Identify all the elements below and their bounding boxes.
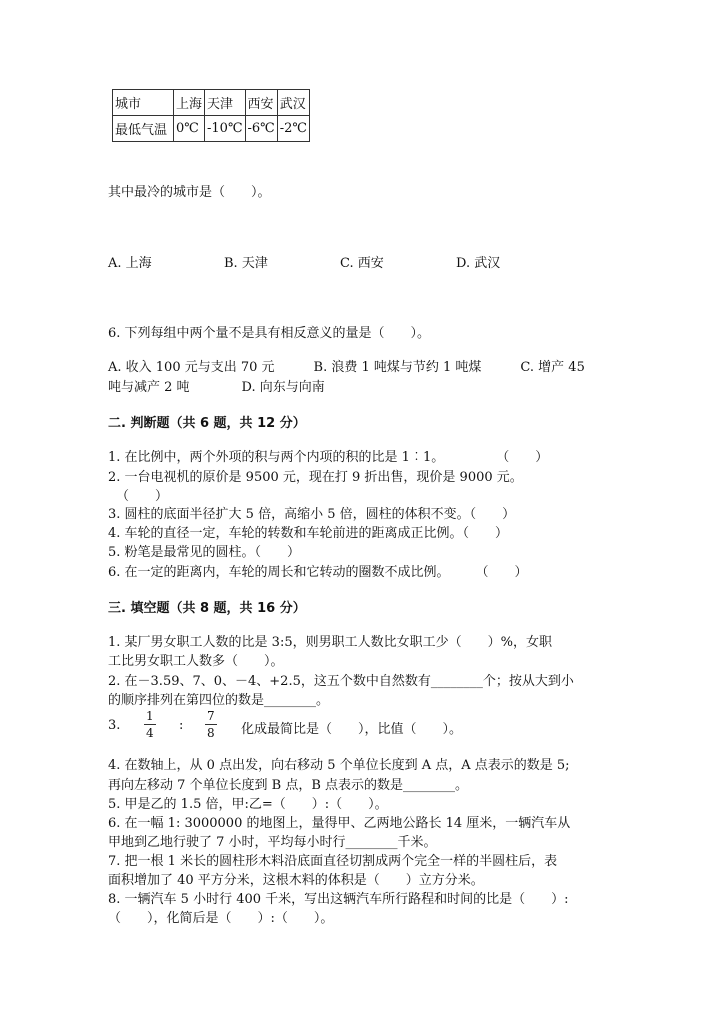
fill-item: 5. 甲是乙的 1.5 倍，甲:乙=（ ）:（ ）。 (108, 797, 388, 812)
fill-item: 甲地到乙地行驶了 7 小时，平均每小时行________千米。 (108, 835, 437, 850)
fraction-denominator: 4 (146, 726, 154, 740)
judge-item: 6. 在一定的距离内，车轮的周长和它转动的圈数不成比例。 （ ） (108, 565, 528, 580)
fraction-seven-eighths (205, 709, 217, 740)
q5-option-c: C. 西安 (340, 256, 384, 271)
fill-item: 再向左移动 7 个单位长度到 B 点，B 点表示的数是________。 (108, 778, 469, 793)
fraction-one-quarter (144, 709, 156, 740)
judge-item: 2. 一台电视机的原价是 9500 元，现在打 9 折出售，现价是 9000 元。 (108, 470, 523, 485)
q5-option-b: B. 天津 (224, 256, 268, 271)
fraction-bar (205, 724, 217, 725)
table-cell: 城市 (113, 90, 174, 116)
fill-item: 工比男女职工人数多（ ）。 (108, 654, 284, 669)
judge-item: 5. 粉笔是最常见的圆柱。（ ） (108, 545, 301, 560)
section-2-title: 二. 判断题（共 6 题，共 12 分） (108, 416, 306, 431)
table-cell: 天津 (205, 90, 245, 116)
table-cell: -2℃ (277, 116, 309, 142)
q6-options-line1: A. 收入 100 元与支出 70 元 B. 浪费 1 吨煤与节约 1 吨煤 C. 增产 45 (108, 360, 585, 375)
judge-item: 4. 车轮的直径一定，车轮的转数和车轮前进的距离成正比例。（ ） (108, 526, 509, 541)
fraction-numerator: 1 (146, 709, 154, 723)
table-cell: 0℃ (174, 116, 205, 142)
q3-text: 化成最简比是（ ），比值（ ）。 (241, 722, 463, 737)
fill-item: 7. 把一根 1 米长的圆柱形木料沿底面直径切割成两个完全一样的半圆柱后，表 (108, 854, 558, 869)
fraction-denominator: 8 (207, 726, 215, 740)
judge-item: 1. 在比例中，两个外项的积与两个内项的积的比是 1︰1。 （ ） (108, 450, 549, 465)
judge-item: 3. 圆柱的底面半径扩大 5 倍，高缩小 5 倍，圆柱的体积不变。（ ） (108, 507, 516, 522)
table-cell: -10℃ (205, 116, 245, 142)
q6-question: 6. 下列每组中两个量不是具有相反意义的量是（ ）。 (108, 326, 431, 341)
city-temperature-table (112, 89, 310, 142)
table-row (113, 90, 310, 116)
q3-number: 3. (108, 718, 121, 733)
fill-item: 4. 在数轴上，从 0 点出发，向右移动 5 个单位长度到 A 点，A 点表示的数是 5; (108, 758, 570, 773)
ratio-colon: : (179, 718, 184, 733)
q6-options-line2: 吨与减产 2 吨 D. 向东与向南 (108, 380, 325, 395)
table-cell: 最低气温 (113, 116, 174, 142)
fill-item: （ ），化简后是（ ）:（ ）。 (108, 911, 334, 926)
table-cell: 武汉 (277, 90, 309, 116)
table-cell: -6℃ (245, 116, 277, 142)
fill-item: 面积增加了 40 平方分米，这根木料的体积是（ ）立方分米。 (108, 873, 484, 888)
q5-option-d: D. 武汉 (456, 256, 501, 271)
fill-item: 8. 一辆汽车 5 小时行 400 千米，写出这辆汽车所行路程和时间的比是（ ）: (108, 892, 569, 907)
fill-item: 的顺序排列在第四位的数是________。 (108, 693, 330, 708)
table-row (113, 116, 310, 142)
q5-option-a: A. 上海 (108, 256, 152, 271)
fill-item: 6. 在一幅 1: 3000000 的地图上，量得甲、乙两地公路长 14 厘米，一辆汽车从 (108, 816, 571, 831)
fill-item: 1. 某厂男女职工人数的比是 3:5，则男职工人数比女职工少（ ）%，女职 (108, 635, 552, 650)
q5-question: 其中最冷的城市是（ ）。 (108, 185, 271, 200)
section-3-title: 三. 填空题（共 8 题，共 16 分） (108, 601, 306, 616)
fraction-bar (144, 724, 156, 725)
table-cell: 上海 (174, 90, 205, 116)
judge-item-bracket: （ ） (116, 489, 169, 504)
fraction-numerator: 7 (207, 709, 215, 723)
fill-item: 2. 在－3.59、7、0、－4、+2.5，这五个数中自然数有________个；按从大到小 (108, 674, 574, 689)
table-cell: 西安 (245, 90, 277, 116)
